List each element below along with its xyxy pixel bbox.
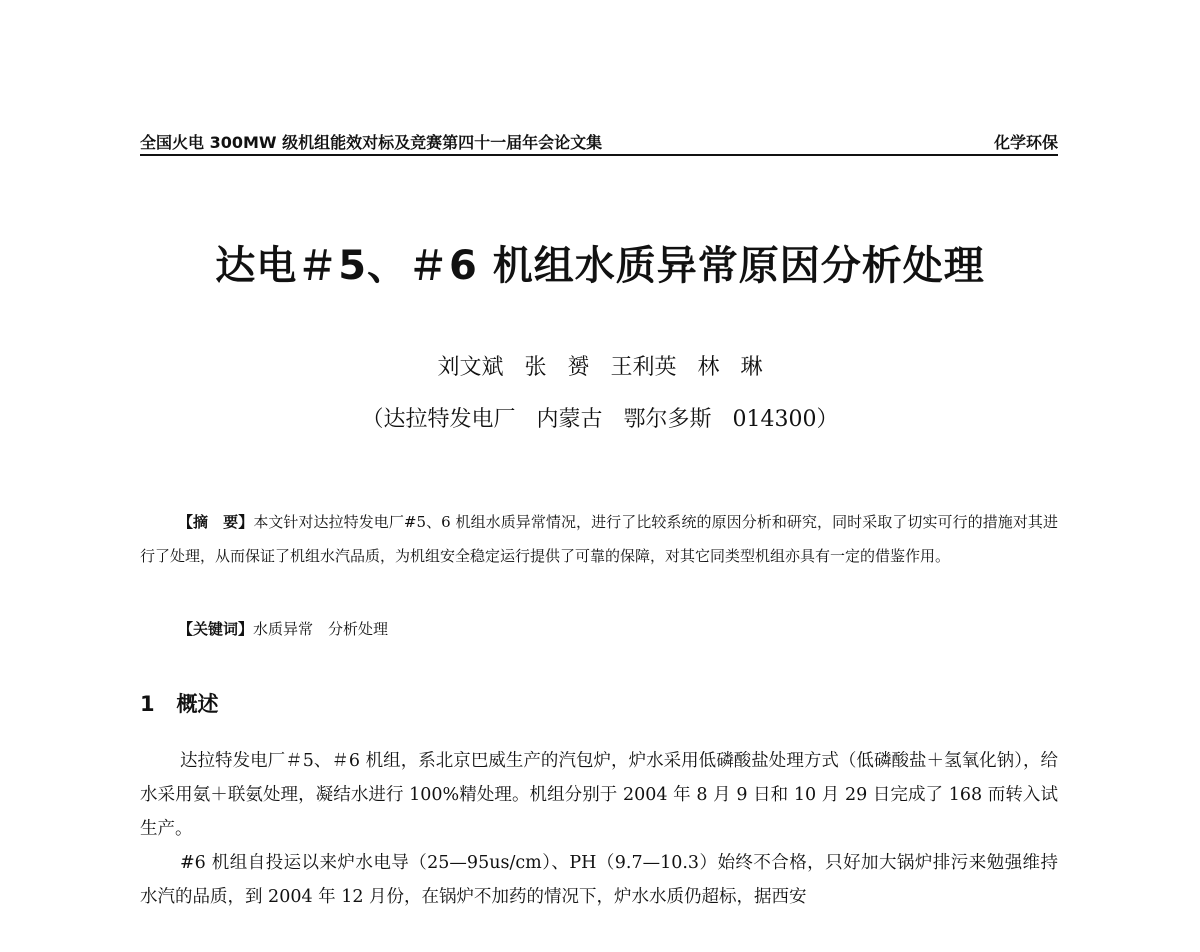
abstract [140,505,1058,573]
keywords-label: 【关键词】 [178,620,254,638]
header-proceedings-title: 全国火电 300MW 级机组能效对标及竞赛第四十一届年会论文集 [140,133,603,152]
author-list: 刘文斌 张 赟 王利英 林 琳 [437,355,763,380]
paper-title: 达电＃5、＃6 机组水质异常原因分析处理 [215,243,985,289]
body-paragraph: #6 机组自投运以来炉水电导（25—95us/cm）、PH（9.7—10.3）始终不合格，只好加大锅炉排污来勉强维持水汽的品质，到 2004 年 12 月份，在锅炉不加药的情况下，炉水水质仍超标，据西安 [140,853,1058,907]
affiliation: （达拉特发电厂 内蒙古 鄂尔多斯 014300） [361,407,839,432]
abstract-text: 本文针对达拉特发电厂#5、6 机组水质异常情况，进行了比较系统的原因分析和研究，同时采取了切实可行的措施对其进行了处理，从而保证了机组水汽品质，为机组安全稳定运行提供了可靠的保障，对其它同类型机组亦具有一定的借鉴作用。 [140,513,1058,565]
header-section-name: 化学环保 [993,133,1058,152]
keywords-text: 水质异常 分析处理 [253,620,389,638]
keywords [178,614,1058,644]
abstract-label: 【摘 要】 [178,513,254,531]
section-heading: 1 概述 [140,692,219,716]
running-header [140,128,1058,156]
body-paragraph: 达拉特发电厂＃5、＃6 机组，系北京巴威生产的汽包炉，炉水采用低磷酸盐处理方式（低磷酸盐＋氢氧化钠），给水采用氨＋联氨处理，凝结水进行 100%精处理。机组分别于 2004 年 8 月 9 日和 10 月 29 日完成了 168 而转入试生产。 [140,751,1058,839]
